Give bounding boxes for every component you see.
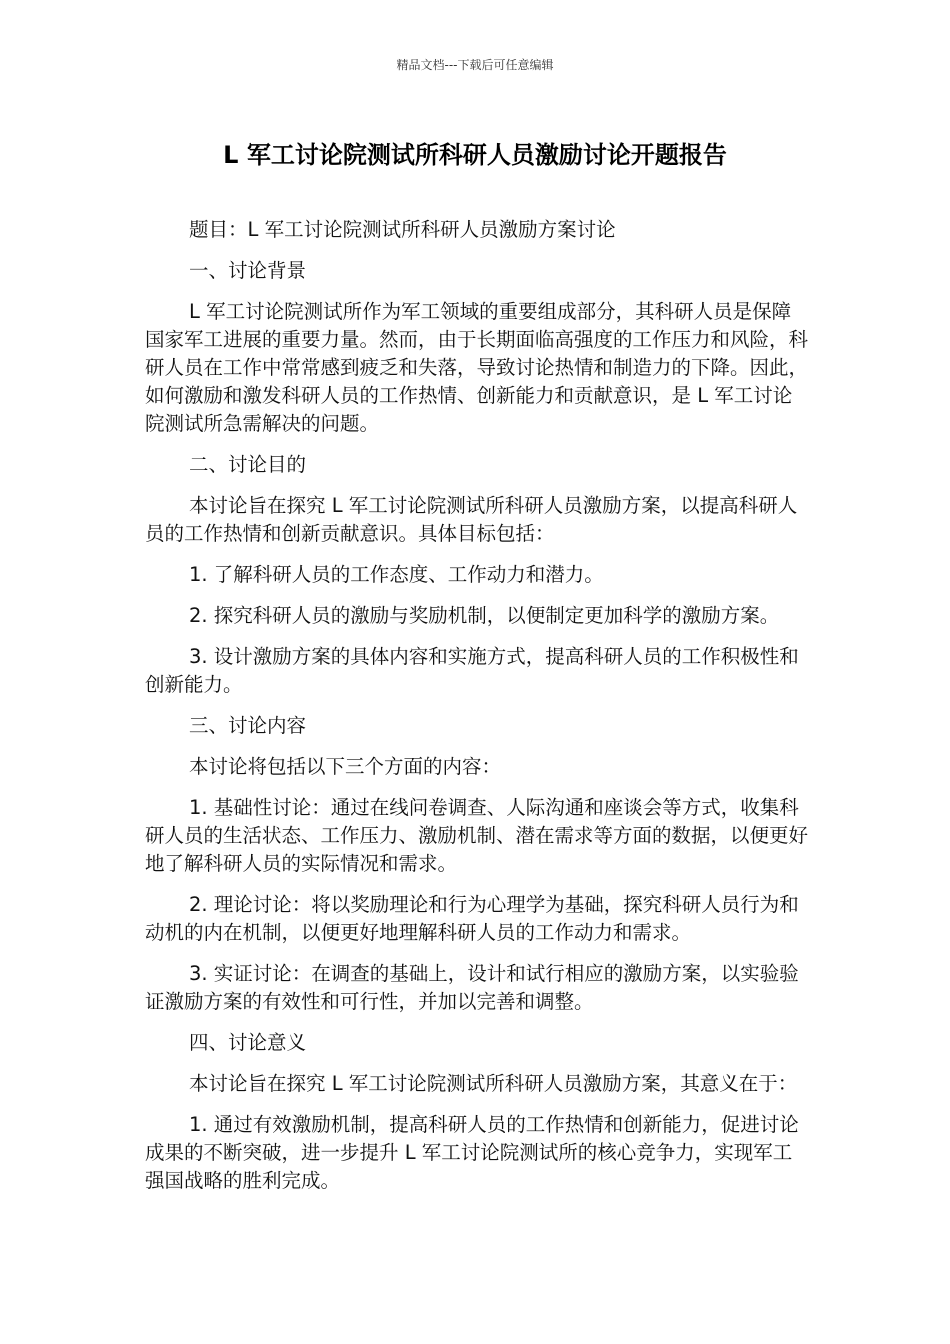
purpose-item-1: 1. 了解科研人员的工作态度、工作动力和潜力。 [189, 563, 604, 586]
section-heading-content: 三、讨论内容 [189, 714, 307, 737]
topic-line: 题目：L 军工讨论院测试所科研人员激励方案讨论 [189, 218, 616, 241]
purpose-item-3: 3. 设计激励方案的具体内容和实施方式，提高科研人员的工作积极性和创新能力。 [145, 645, 799, 696]
content-item-3: 3. 实证讨论：在调查的基础上，设计和试行相应的激励方案，以实验验证激励方案的有效性和可行性，并加以完善和调整。 [145, 962, 799, 1013]
document-body [145, 216, 810, 1208]
content-item-2: 2. 理论讨论：将以奖励理论和行为心理学为基础，探究科研人员行为和动机的内在机制，以便更好地理解科研人员的工作动力和需求。 [145, 893, 799, 944]
content-item-1: 1. 基础性讨论：通过在线问卷调查、人际沟通和座谈会等方式，收集科研人员的生活状态、工作压力、激励机制、潜在需求等方面的数据，以便更好地了解科研人员的实际情况和需求。 [145, 796, 809, 875]
page-header: 精品文档---下载后可任意编辑 [396, 58, 554, 72]
background-paragraph: L 军工讨论院测试所作为军工领域的重要组成部分，其科研人员是保障国家军工进展的重要力量。然而，由于长期面临高强度的工作压力和风险，科研人员在工作中常常感到疲乏和失落，导致讨论热情和制造力的下降。因此，如何激励和激发科研人员的工作热情、创新能力和贡献意识，是 L 军工讨论院测试所急需解决的问题。 [145, 300, 809, 435]
purpose-paragraph: 本讨论旨在探究 L 军工讨论院测试所科研人员激励方案，以提高科研人员的工作热情和创新贡献意识。具体目标包括： [145, 494, 798, 545]
section-heading-purpose: 二、讨论目的 [189, 453, 307, 476]
purpose-item-2: 2. 探究科研人员的激励与奖励机制，以便制定更加科学的激励方案。 [189, 604, 780, 627]
section-heading-significance: 四、讨论意义 [189, 1031, 307, 1054]
content-intro-paragraph: 本讨论将包括以下三个方面的内容： [189, 755, 502, 778]
significance-item-1: 1. 通过有效激励机制，提高科研人员的工作热情和创新能力，促进讨论成果的不断突破，进一步提升 L 军工讨论院测试所的核心竞争力，实现军工强国战略的胜利完成。 [145, 1113, 799, 1192]
significance-intro-paragraph: 本讨论旨在探究 L 军工讨论院测试所科研人员激励方案，其意义在于： [189, 1072, 798, 1095]
document-title: L 军工讨论院测试所科研人员激励讨论开题报告 [223, 141, 727, 169]
section-heading-background: 一、讨论背景 [189, 259, 307, 282]
